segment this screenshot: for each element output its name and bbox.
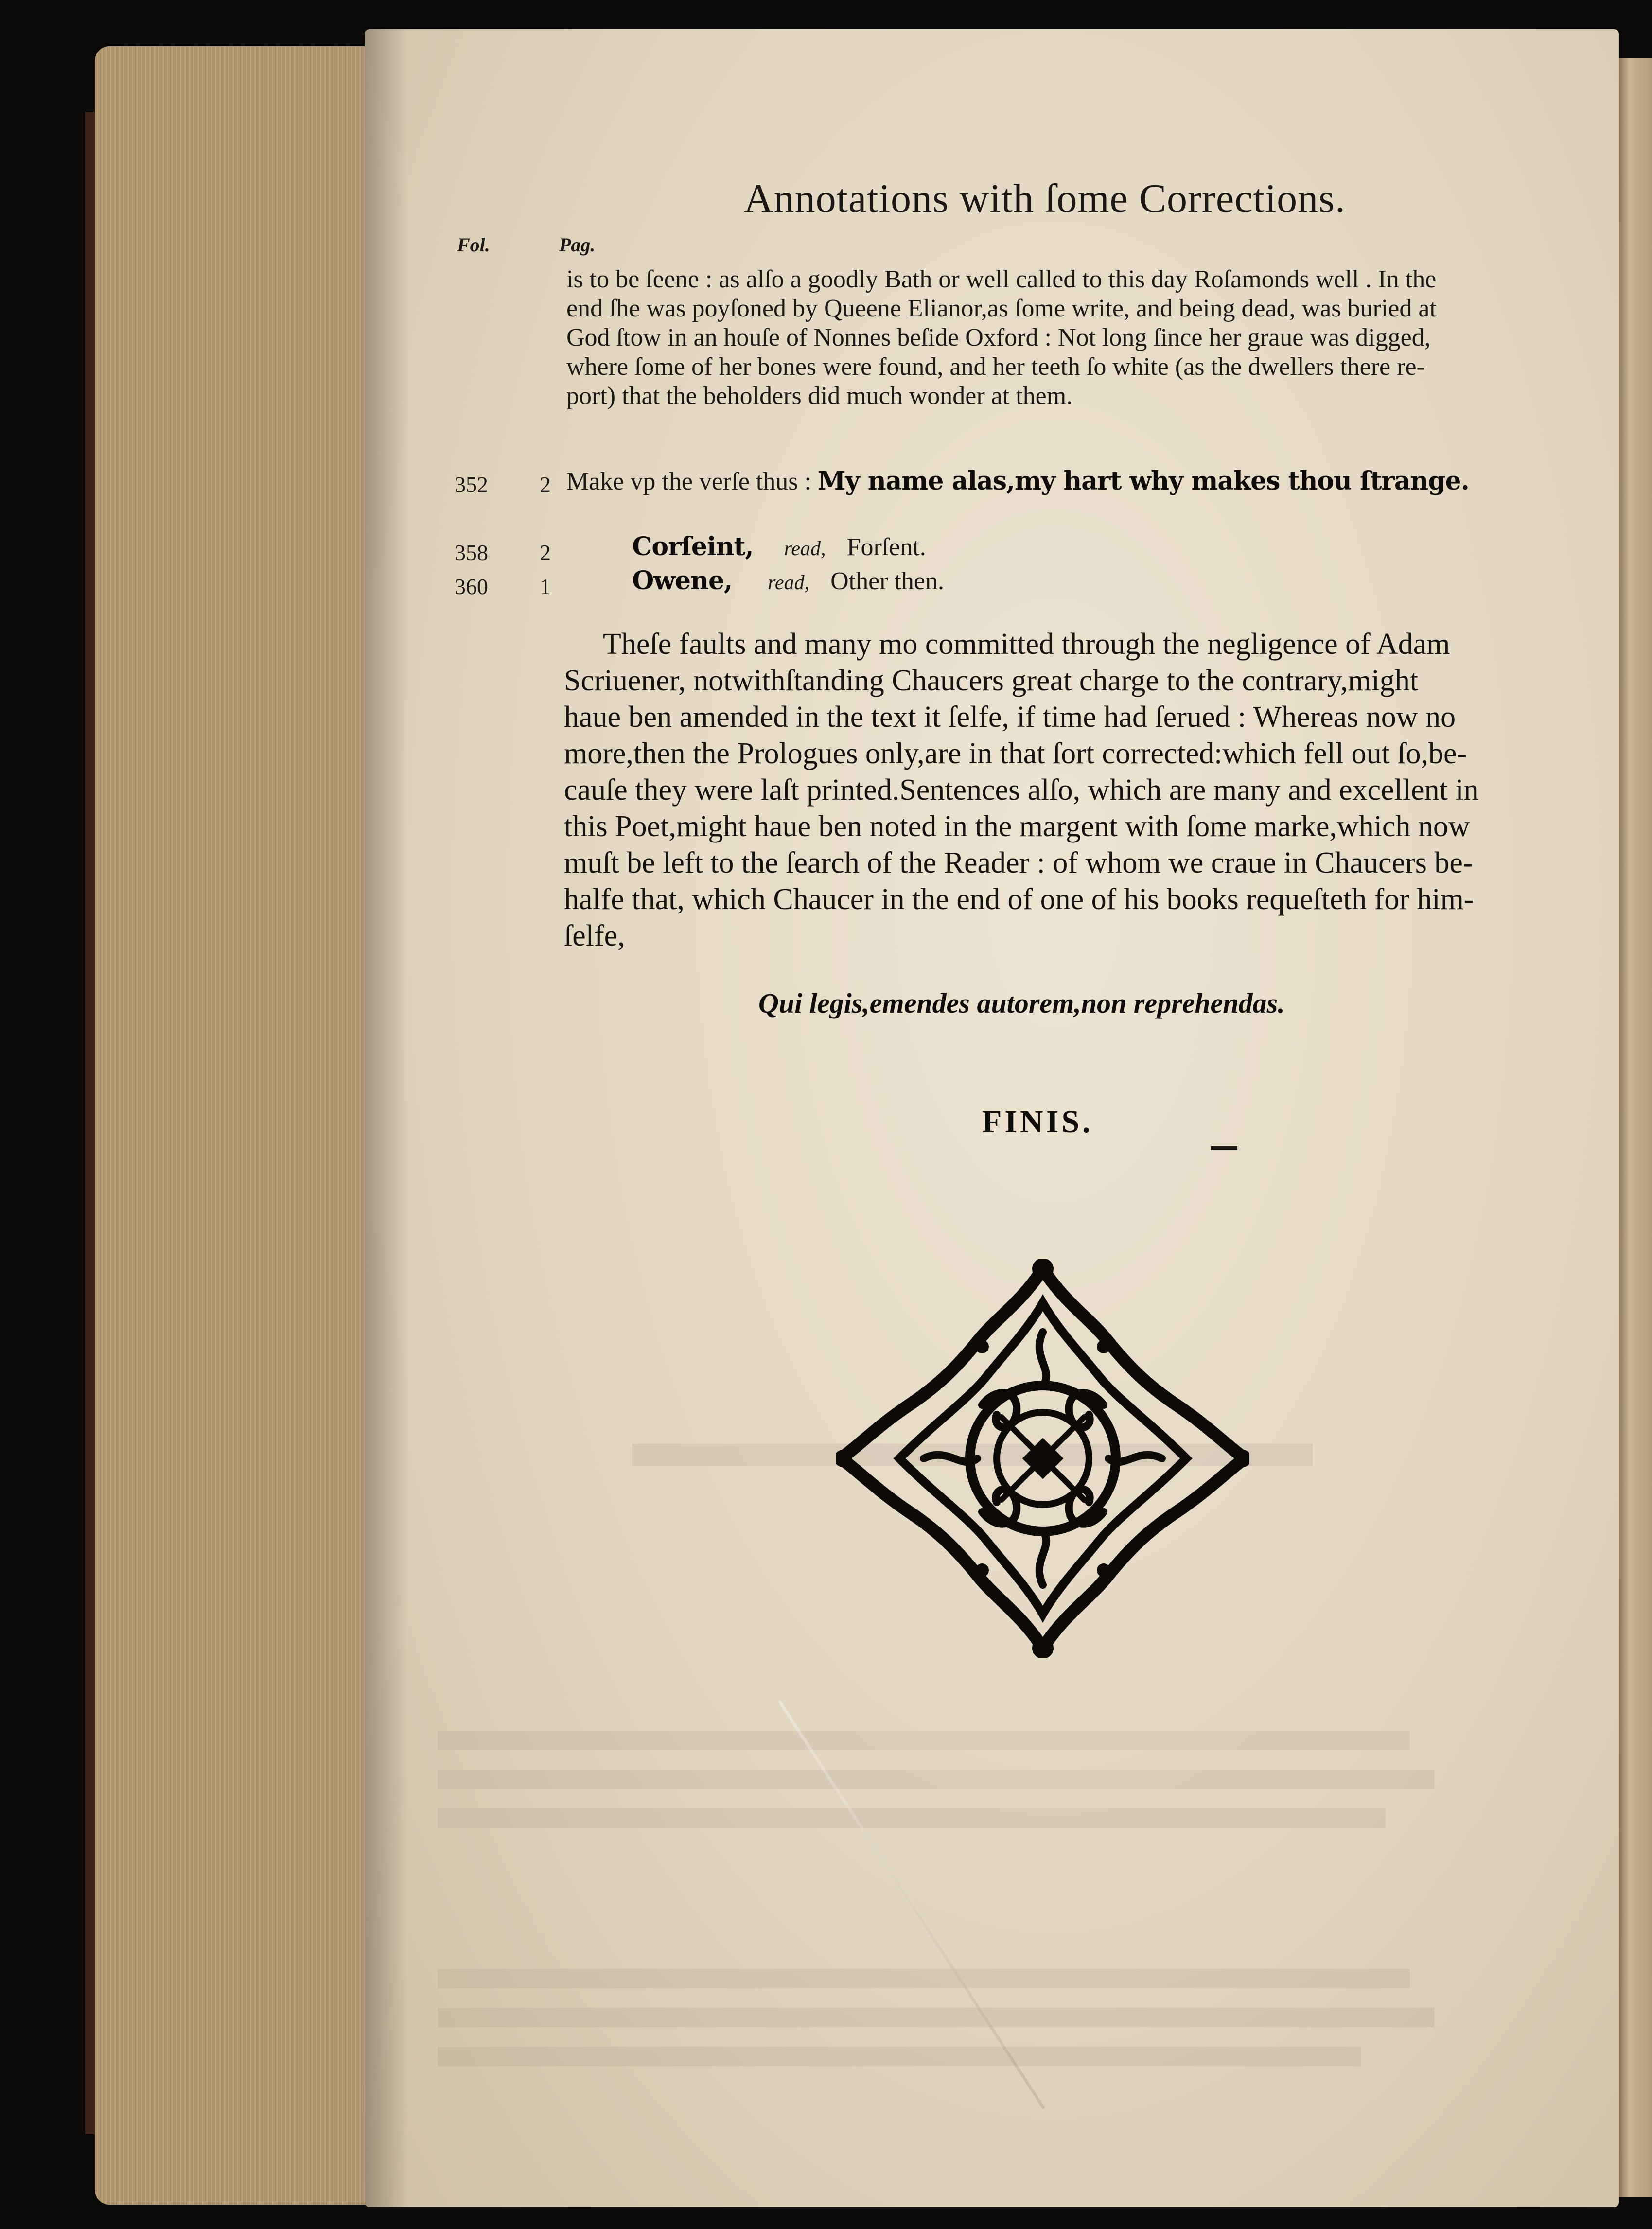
closing-paragraph-line: haue ben amended in the text it ſelfe, if time had ſerued : Whereas now no bbox=[564, 701, 1456, 734]
closing-paragraph-line: cauſe they were laſt printed.Sentences alſo, which are many and excellent in bbox=[564, 773, 1479, 807]
show-through bbox=[438, 2047, 1361, 2066]
fol-number: 360 bbox=[455, 574, 488, 599]
running-head: Annotations with ſome Corrections. bbox=[744, 176, 1346, 221]
correction-entry bbox=[632, 532, 926, 563]
finis-flourish bbox=[1211, 1146, 1237, 1150]
rosamond-line-2: end ſhe was poyſoned by Queene Elianor,as ſome write, and being dead, was buried at bbox=[566, 295, 1437, 322]
closing-paragraph-line: Scriuener, notwithſtanding Chaucers great charge to the contrary,might bbox=[564, 664, 1419, 697]
fol-number: 352 bbox=[455, 472, 488, 497]
closing-paragraph-line: this Poet,might haue ben noted in the margent with ſome marke,which now bbox=[564, 810, 1470, 843]
fol-number: 358 bbox=[455, 540, 488, 565]
page-block-fore-edge bbox=[95, 46, 367, 2205]
correction-entry bbox=[566, 467, 1469, 496]
rosamond-line-5: port) that the beholders did much wonder at them. bbox=[566, 382, 1073, 410]
corrected-word: Other then. bbox=[830, 567, 945, 595]
erratum-word: Owene, bbox=[632, 566, 733, 596]
pag-column-header: Pag. bbox=[559, 234, 596, 256]
show-through bbox=[438, 1969, 1410, 1988]
closing-paragraph-line: Theſe faults and many mo committed through the negligence of Adam bbox=[603, 628, 1450, 661]
show-through bbox=[438, 1808, 1386, 1828]
rosamond-line-3: God ſtow in an houſe of Nonnes beſide Oxford : Not long ſince her graue was digged, bbox=[566, 324, 1431, 351]
rosamond-line-1: is to be ſeene : as alſo a goodly Bath or well called to this day Roſamonds well . In the bbox=[566, 265, 1437, 293]
pag-number: 2 bbox=[540, 472, 551, 497]
corrected-word: Forſent. bbox=[846, 533, 926, 561]
facing-page-edge bbox=[1614, 58, 1652, 2197]
gutter-shadow bbox=[365, 29, 408, 2207]
show-through bbox=[438, 1770, 1434, 1789]
pag-number: 2 bbox=[540, 540, 551, 565]
correction-entry bbox=[632, 566, 944, 597]
read-label: read, bbox=[784, 538, 826, 560]
closing-paragraph-line: more,then the Prologues only,are in that ſort corrected:which fell out ſo,be- bbox=[564, 737, 1467, 770]
closing-paragraph-line: ſelfe, bbox=[564, 919, 625, 952]
erratum-word: Corſeint, bbox=[632, 532, 754, 562]
blackletter-verse: My name alas,my hart why makes thou ſtrange. bbox=[817, 466, 1469, 496]
closing-paragraph-line: muſt be left to the ſearch of the Reader : of whom we craue in Chaucers be- bbox=[564, 846, 1473, 879]
rosamond-line-4: where ſome of her bones were found, and her teeth ſo white (as the dwellers there re- bbox=[566, 353, 1425, 381]
read-label: read, bbox=[768, 572, 810, 594]
show-through bbox=[438, 1731, 1410, 1750]
pag-number: 1 bbox=[540, 574, 551, 599]
latin-motto: Qui legis,emendes autorem,non reprehendas. bbox=[758, 987, 1285, 1019]
entry-lead-text: Make vp the verſe thus : bbox=[566, 468, 811, 495]
printers-ornament-icon bbox=[836, 1259, 1249, 1658]
closing-paragraph-line: halfe that, which Chaucer in the end of one of his books requeſteth for him- bbox=[564, 883, 1474, 916]
finis-heading: FINIS. bbox=[982, 1104, 1093, 1140]
show-through bbox=[438, 2008, 1434, 2027]
fol-column-header: Fol. bbox=[457, 234, 490, 256]
